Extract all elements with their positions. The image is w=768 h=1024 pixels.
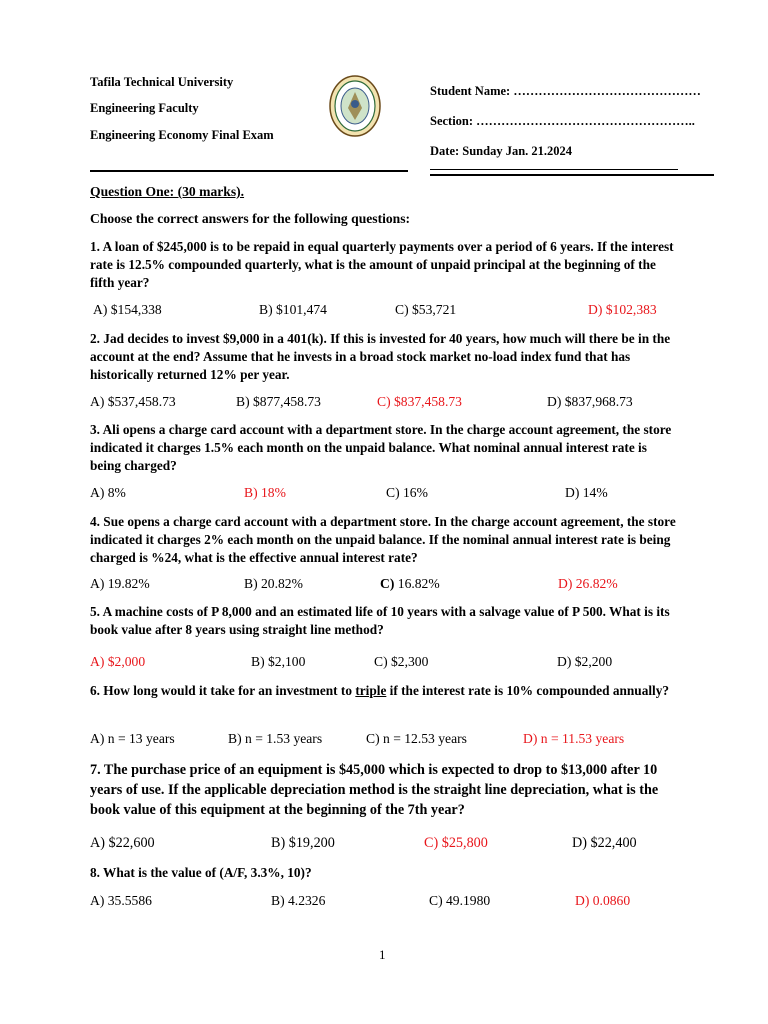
q2-option-d: D) $837,968.73: [547, 394, 633, 409]
q6-option-b: B) n = 1.53 years: [228, 731, 323, 746]
question-8-text: 8. What is the value of (A/F, 3.3%, 10)?: [90, 865, 312, 880]
q4-option-d-answer: D) 26.82%: [558, 576, 618, 591]
section-field: Section: ……………………………………………..: [430, 114, 695, 128]
q8-option-d-answer: D) 0.0860: [575, 893, 631, 908]
q5-option-c: C) $2,300: [374, 654, 429, 669]
q4-option-c: [380, 576, 440, 592]
q5-option-b: B) $2,100: [251, 654, 306, 669]
instructions: Choose the correct answers for the following questions:: [90, 211, 411, 226]
question-6-text-start: 6. How long would it take for an investment to: [90, 683, 356, 698]
exam-title: Engineering Economy Final Exam: [90, 128, 274, 142]
section-title: Question One: (30 marks).: [90, 184, 245, 199]
q5-option-d: D) $2,200: [557, 654, 613, 669]
q6-option-d-answer: D) n = 11.53 years: [523, 731, 625, 746]
question-6-underlined-word: triple: [355, 683, 387, 698]
question-5-text: 5. A machine costs of P 8,000 and an estimated life of 10 years with a salvage value of P 500. What is its book value after 8 years using straight line method?: [90, 604, 670, 638]
q1-option-a: A) $154,338: [93, 302, 162, 317]
q7-option-b: B) $19,200: [271, 835, 335, 851]
question-3-text: 3. Ali opens a charge card account with a department store. In the charge account agreement, the store indicated it charges 1.5% each month on the unpaid balance. What nominal annual interest rate is being charged?: [90, 422, 672, 474]
q2-option-b: B) $877,458.73: [236, 394, 321, 409]
q4-option-b: B) 20.82%: [244, 576, 303, 591]
q7-option-d: D) $22,400: [572, 835, 637, 851]
q4-option-a: A) 19.82%: [90, 576, 150, 591]
university-name: Tafila Technical University: [90, 75, 234, 89]
q8-option-c: C) 49.1980: [429, 893, 491, 908]
q8-option-b: B) 4.2326: [271, 893, 326, 908]
q3-option-a: A) 8%: [90, 485, 126, 500]
q2-option-a: A) $537,458.73: [90, 394, 176, 409]
question-6-text: [90, 682, 680, 700]
question-6-text-end: if the interest rate is 10% compounded annually?: [386, 683, 670, 698]
exam-date: Date: Sunday Jan. 21.2024: [430, 144, 573, 158]
q4-option-c-letter: C): [380, 576, 395, 591]
question-4-text: 4. Sue opens a charge card account with a department store. In the charge account agreement, the store indicated it charges 2% each month on the unpaid balance. If the nominal annual interest rate is being charged is %24, what is the effective annual interest rate?: [90, 514, 676, 566]
q4-option-c-value: 16.82%: [397, 576, 440, 591]
header-rule-right-bottom: [430, 174, 714, 176]
q7-option-c-answer: C) $25,800: [424, 835, 488, 851]
q7-option-a: A) $22,600: [90, 835, 155, 851]
question-1-text: 1. A loan of $245,000 is to be repaid in equal quarterly payments over a period of 6 years. If the interest rate is 12.5% compounded quarterly, what is the amount of unpaid principal at the beginning of the fifth year?: [90, 239, 674, 291]
university-seal-logo: [328, 74, 382, 138]
q8-option-a: A) 35.5586: [90, 893, 152, 908]
header-rule-right-top: [430, 169, 678, 170]
q6-option-c: C) n = 12.53 years: [366, 731, 467, 746]
q2-option-c-answer: C) $837,458.73: [377, 394, 462, 409]
page-number: 1: [379, 947, 386, 962]
q3-option-b-answer: B) 18%: [244, 485, 286, 500]
student-name-field: Student Name: ………………………………………: [430, 84, 701, 98]
faculty-name: Engineering Faculty: [90, 101, 199, 115]
q1-option-c: C) $53,721: [395, 302, 457, 317]
q6-option-a: A) n = 13 years: [90, 731, 175, 746]
q1-option-d-answer: D) $102,383: [588, 302, 657, 317]
header-rule-left: [90, 170, 408, 172]
q5-option-a-answer: A) $2,000: [90, 654, 146, 669]
q1-option-b: B) $101,474: [259, 302, 327, 317]
q3-option-c: C) 16%: [386, 485, 428, 500]
question-2-text: 2. Jad decides to invest $9,000 in a 401(k). If this is invested for 40 years, how much will there be in the account at the end? Assume that he invests in a broad stock market no-load index fund that has historically returned 12% per year.: [90, 331, 671, 383]
q3-option-d: D) 14%: [565, 485, 608, 500]
question-7-text: 7. The purchase price of an equipment is $45,000 which is expected to drop to $13,000 after 10 years of use. If the applicable depreciation method is the straight line depreciation, what is the book value of this equipment at the beginning of the 7th year?: [90, 762, 659, 818]
